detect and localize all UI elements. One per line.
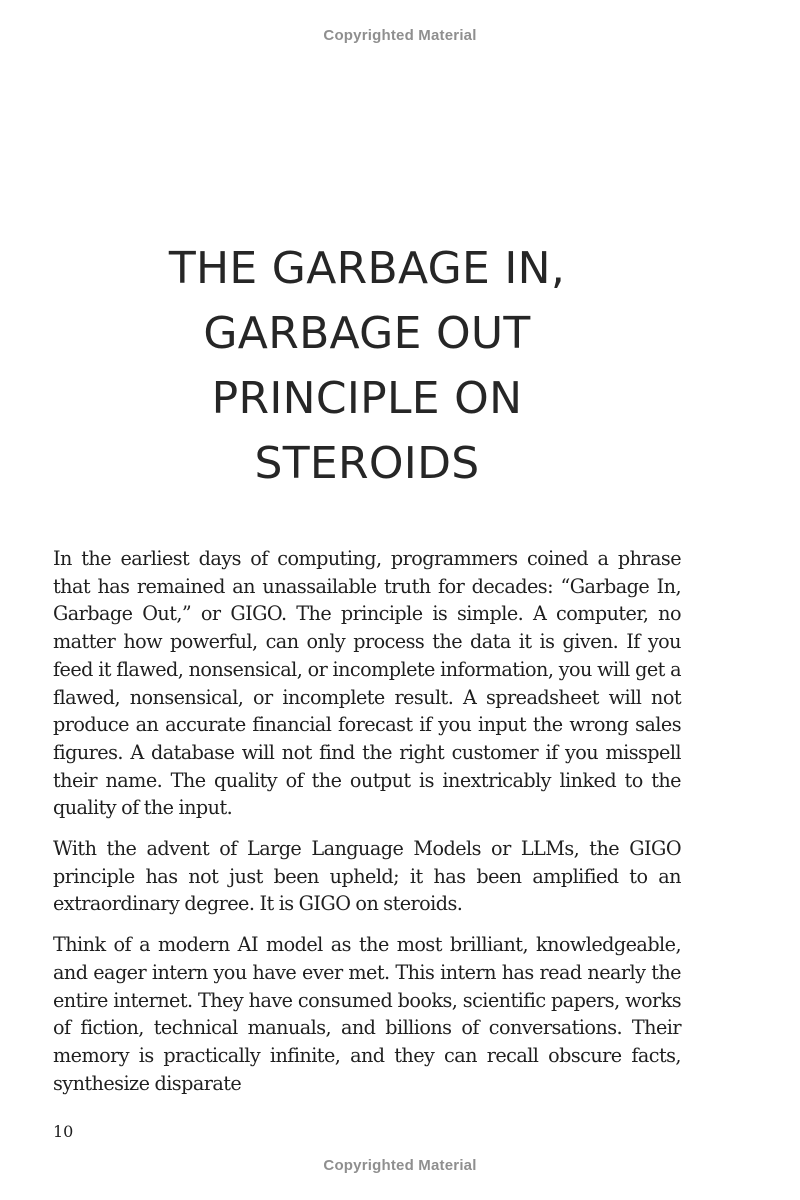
chapter-title-line: STEROIDS [254,438,480,489]
chapter-title-line: THE GARBAGE IN, [168,243,566,294]
body-paragraph: With the advent of Large Language Models or LLMs, the GIGO principle has not just been upheld; it has been amplified to an extraordinary degree. It is GIGO on steroids. [53,837,681,916]
body-paragraph: In the earliest days of computing, programmers coined a phrase that has remained an unassailable truth for decades: “Garbage In, Garbage Out,” or GIGO. The principle is simple. A computer, no matter how powerful, can only process the data it is given. If you feed it flawed, nonsensical, or incomplete information, you will get a flawed, nonsensical, or incomplete result. A spreadsheet will not produce an accurate financial forecast if you input the wrong sales figures. A database will not find the right customer if you misspell their name. The quality of the output is inextricably linked to the quality of the input. [53,547,681,820]
chapter-title-line: GARBAGE OUT [203,308,531,359]
chapter-title-line: PRINCIPLE ON [211,373,523,424]
chapter-title [100,236,634,496]
page-number: 10 [53,1122,74,1141]
copyright-watermark-top: Copyrighted Material [323,27,477,44]
chapter-body [53,545,681,1097]
body-paragraph: Think of a modern AI model as the most brilliant, knowledgeable, and eager intern you have ever met. This intern has read nearly the entire internet. They have consumed books, scientific papers, works of fiction, technical manuals, and billions of conversations. Their memory is practically infinite, and they can recall obscure facts, synthesize disparate [53,933,681,1095]
copyright-watermark-bottom: Copyrighted Material [323,1157,477,1174]
